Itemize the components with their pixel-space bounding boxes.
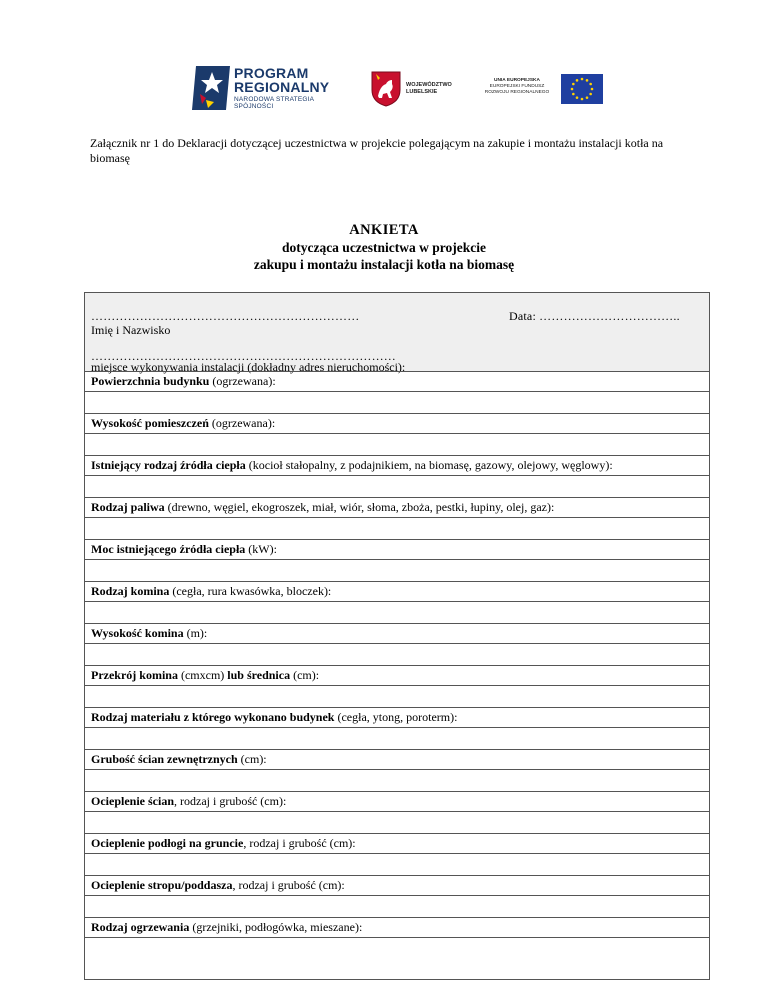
eu-star <box>591 88 594 91</box>
question-label-detail: (m): <box>183 626 208 640</box>
date-field[interactable]: Data: …………………………….. <box>509 309 680 323</box>
answer-field[interactable] <box>85 433 709 455</box>
logo-strip <box>0 0 768 120</box>
eu-stars <box>561 74 603 104</box>
survey-form <box>84 292 710 980</box>
answer-field[interactable] <box>85 727 709 749</box>
answer-field[interactable] <box>85 643 709 665</box>
question-label-bold: Rodzaj ogrzewania <box>91 920 190 934</box>
question-rows <box>85 371 709 959</box>
question-label-detail: (cm): <box>237 752 267 766</box>
question-label-bold-2: lub średnica <box>227 668 291 682</box>
question-label <box>85 539 709 559</box>
question-label <box>85 581 709 601</box>
question-label-bold: Powierzchnia budynku <box>91 374 210 388</box>
eu-star <box>572 93 575 96</box>
eu-star <box>576 79 579 82</box>
question-label <box>85 833 709 853</box>
question-label-detail: (cegła, ytong, poroterm): <box>334 710 458 724</box>
question-label <box>85 371 709 391</box>
question-label <box>85 917 709 937</box>
question-label-detail: , rodzaj i grubość (cm): <box>174 794 287 808</box>
eu-flag-icon <box>561 74 603 104</box>
question-label <box>85 623 709 643</box>
title-line3: zakupu i montażu instalacji kotła na biomasę <box>253 257 515 272</box>
question-label-bold: Wysokość pomieszczeń <box>91 416 209 430</box>
eu-logo <box>477 74 603 108</box>
answer-field[interactable] <box>85 517 709 539</box>
question-label-detail: (ogrzewana): <box>208 416 276 430</box>
annex-note: Załącznik nr 1 do Deklaracji dotyczącej uczestnictwa w projekcie polegającym na zakupie i montażu instalacji kotła na biomasę <box>90 136 664 165</box>
survey-title <box>0 222 768 273</box>
question-label <box>85 497 709 517</box>
eu-star <box>581 98 584 101</box>
question-label-bold: Ocieplenie ścian <box>91 794 174 808</box>
question-label-bold: Przekrój komina <box>91 668 178 682</box>
voivodeship-line2: LUBELSKIE <box>406 89 438 95</box>
voivodeship-line1: WOJEWÓDZTWO <box>406 82 452 88</box>
question-label <box>85 749 709 769</box>
question-label-bold: Moc istniejącego źródła ciepła <box>91 542 246 556</box>
question-label-detail-2: (cm): <box>290 668 320 682</box>
question-label-detail: , rodzaj i grubość (cm): <box>232 878 345 892</box>
eu-star <box>581 78 584 81</box>
program-regionalny-logo <box>192 64 352 114</box>
question-label-bold: Rodzaj materiału z którego wykonano budynek <box>91 710 335 724</box>
coat-of-arms-icon <box>370 70 402 108</box>
eu-star <box>572 83 575 86</box>
question-label-detail: (ogrzewana): <box>209 374 276 388</box>
question-label-bold: Rodzaj komina <box>91 584 170 598</box>
eu-line2: EUROPEJSKI FUNDUSZ <box>489 84 545 89</box>
question-label <box>85 455 709 475</box>
answer-field[interactable] <box>85 475 709 497</box>
name-dotted-line[interactable]: ………………………………………………………… <box>91 309 360 323</box>
title-line1: ANKIETA <box>349 222 419 238</box>
answer-field[interactable] <box>85 895 709 917</box>
eu-star <box>576 96 579 99</box>
program-line1: PROGRAM <box>234 65 309 81</box>
answer-field[interactable] <box>85 685 709 707</box>
program-star-icon <box>192 64 232 112</box>
eu-star <box>589 83 592 86</box>
question-label-detail: , rodzaj i grubość (cm): <box>243 836 356 850</box>
address-dotted-line[interactable]: ………………………………………………………………… <box>91 349 396 363</box>
question-label-detail: (cmxcm) <box>177 668 228 682</box>
question-label-bold: Istniejący rodzaj źródła ciepła <box>91 458 246 472</box>
question-label <box>85 875 709 895</box>
program-line2: REGIONALNY <box>234 79 330 95</box>
question-label <box>85 413 709 433</box>
question-label-bold: Grubość ścian zewnętrznych <box>91 752 238 766</box>
eu-star <box>571 88 574 91</box>
eu-star <box>589 93 592 96</box>
question-label <box>85 791 709 811</box>
personal-data-section <box>85 293 709 374</box>
name-caption: Imię i Nazwisko <box>91 323 171 337</box>
program-tagline: NARODOWA STRATEGIA SPÓJNOŚCI <box>234 96 314 110</box>
answer-field[interactable] <box>85 559 709 581</box>
question-label-bold: Ocieplenie podłogi na gruncie <box>91 836 244 850</box>
answer-field[interactable] <box>85 937 709 959</box>
answer-field[interactable] <box>85 391 709 413</box>
address-caption: miejsce wykonywania instalacji (dokładny adres nieruchomości): <box>91 360 406 374</box>
question-label-detail: (kW): <box>245 542 277 556</box>
eu-star <box>586 96 589 99</box>
answer-field[interactable] <box>85 811 709 833</box>
question-label-detail: (kocioł stałopalny, z podajnikiem, na biomasę, gazowy, olejowy, węglowy): <box>245 458 613 472</box>
wojewodztwo-lubelskie-logo <box>370 70 460 110</box>
question-label-detail: (drewno, węgiel, ekogroszek, miał, wiór, słoma, zboża, pestki, łupiny, olej, gaz): <box>164 500 555 514</box>
question-label <box>85 665 709 685</box>
eu-line1: UNIA EUROPEJSKA <box>494 78 540 83</box>
title-line2: dotycząca uczestnictwa w projekcie <box>281 240 487 255</box>
question-label-detail: (grzejniki, podłogówka, mieszane): <box>189 920 363 934</box>
answer-field[interactable] <box>85 853 709 875</box>
question-label <box>85 707 709 727</box>
answer-field[interactable] <box>85 769 709 791</box>
eu-star <box>586 79 589 82</box>
answer-field[interactable] <box>85 601 709 623</box>
question-label-bold: Wysokość komina <box>91 626 184 640</box>
eu-line3: ROZWOJU REGIONALNEGO <box>484 90 550 95</box>
question-label-bold: Rodzaj paliwa <box>91 500 165 514</box>
question-label-detail: (cegła, rura kwasówka, bloczek): <box>169 584 332 598</box>
question-label-bold: Ocieplenie stropu/poddasza <box>91 878 233 892</box>
